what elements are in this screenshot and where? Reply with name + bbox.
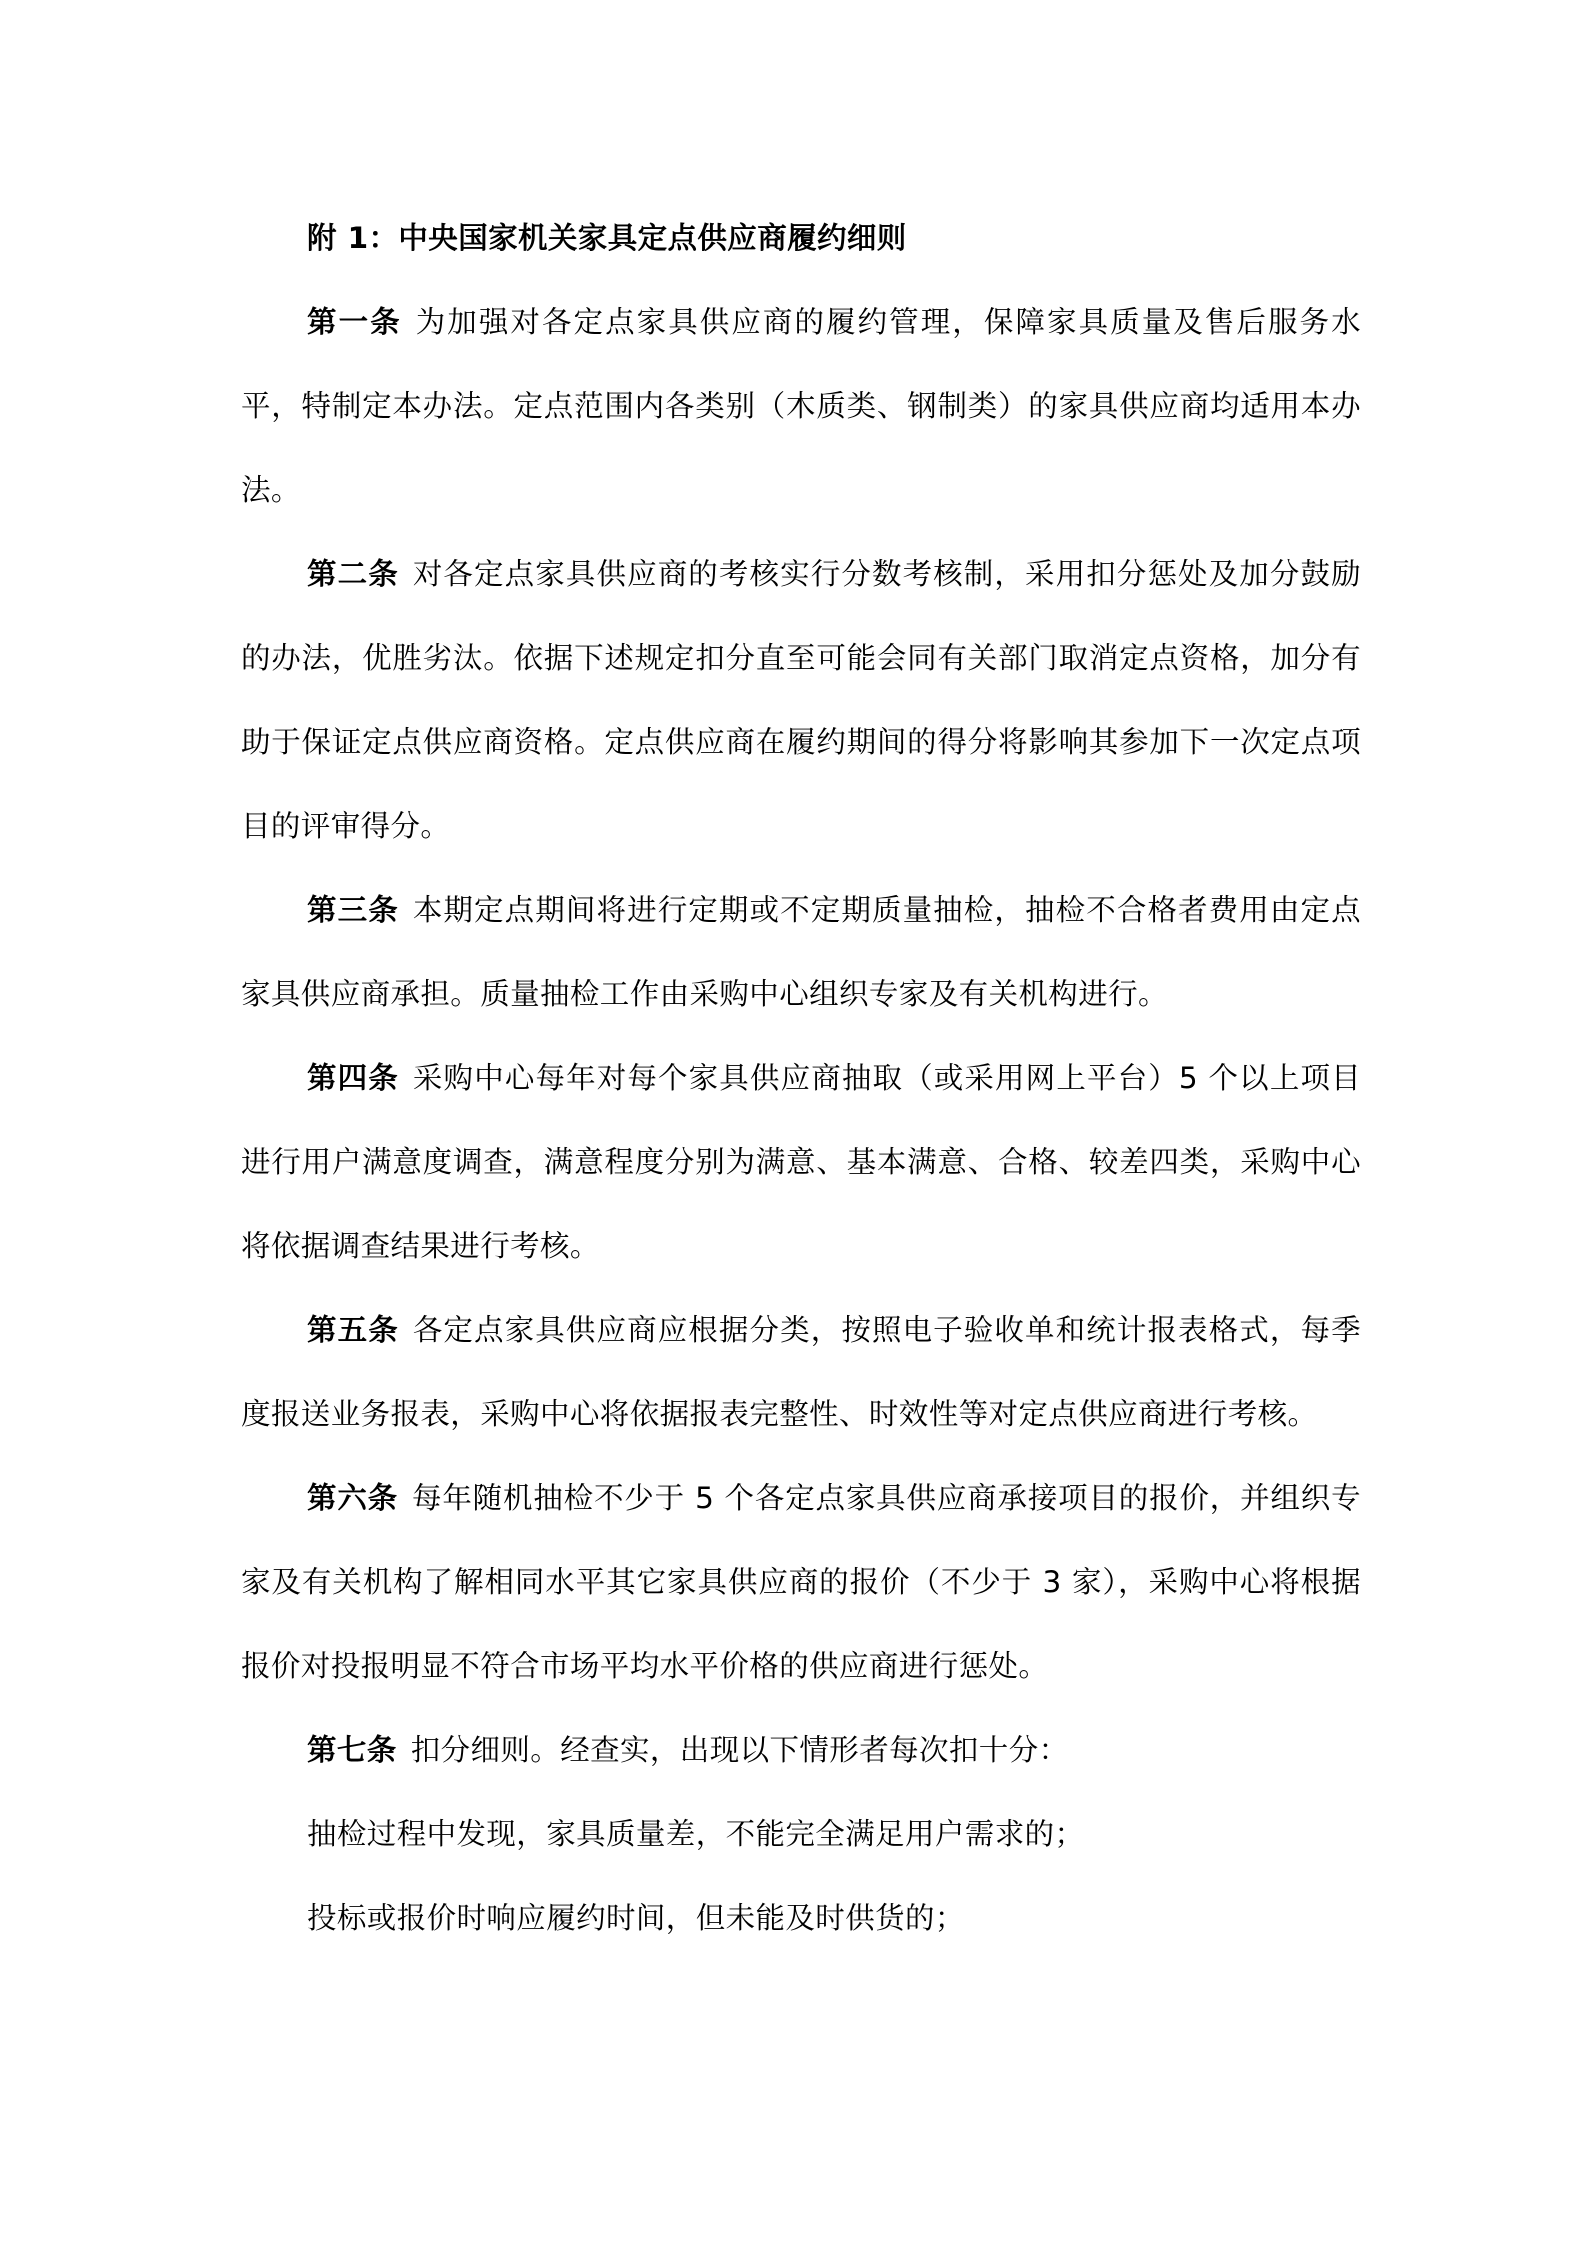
article-2: [241, 532, 1361, 868]
article-text: 对各定点家具供应商的考核实行分数考核制，采用扣分惩处及加分鼓励的办法，优胜劣汰。依据下述规定扣分直至可能会同有关部门取消定点资格，加分有助于保证定点供应商资格。定点供应商在履约期间的得分将影响其参加下一次定点项目的评审得分。: [241, 557, 1361, 843]
article-number: 第四条: [307, 1061, 399, 1095]
article-text: 采购中心每年对每个家具供应商抽取（或采用网上平台）5 个以上项目进行用户满意度调查，满意程度分别为满意、基本满意、合格、较差四类，采购中心将依据调查结果进行考核。: [241, 1061, 1361, 1263]
article-3: [241, 868, 1361, 1036]
article-6: [241, 1456, 1361, 1708]
document-body: [241, 196, 1361, 1960]
article-text: 本期定点期间将进行定期或不定期质量抽检，抽检不合格者费用由定点家具供应商承担。质量抽检工作由采购中心组织专家及有关机构进行。: [241, 893, 1361, 1011]
article-number: 第三条: [307, 893, 399, 927]
article-1: [241, 280, 1361, 532]
article-text: 各定点家具供应商应根据分类，按照电子验收单和统计报表格式，每季度报送业务报表，采购中心将依据报表完整性、时效性等对定点供应商进行考核。: [241, 1313, 1361, 1431]
article-number: 第六条: [307, 1481, 398, 1515]
article-number: 第五条: [307, 1313, 399, 1347]
article-number: 第二条: [307, 557, 399, 591]
article-text: 为加强对各定点家具供应商的履约管理，保障家具质量及售后服务水平，特制定本办法。定点范围内各类别（木质类、钢制类）的家具供应商均适用本办法。: [241, 305, 1361, 507]
article-text: 扣分细则。经查实，出现以下情形者每次扣十分：: [410, 1733, 1069, 1767]
article-number: 第七条: [307, 1733, 397, 1767]
document-title: 附 1：中央国家机关家具定点供应商履约细则: [307, 221, 907, 255]
article-7: [241, 1708, 1361, 1792]
article-text: 每年随机抽检不少于 5 个各定点家具供应商承接项目的报价，并组织专家及有关机构了解相同水平其它家具供应商的报价（不少于 3 家），采购中心将根据报价对投报明显不符合市场平均水平价格的供应商进行惩处。: [241, 1481, 1362, 1683]
deduction-item-2: 投标或报价时响应履约时间，但未能及时供货的；: [307, 1901, 965, 1935]
article-5: [241, 1288, 1361, 1456]
deduction-item-1: 抽检过程中发现，家具质量差，不能完全满足用户需求的；: [307, 1817, 1085, 1851]
article-4: [241, 1036, 1361, 1288]
article-number: 第一条: [307, 305, 402, 339]
